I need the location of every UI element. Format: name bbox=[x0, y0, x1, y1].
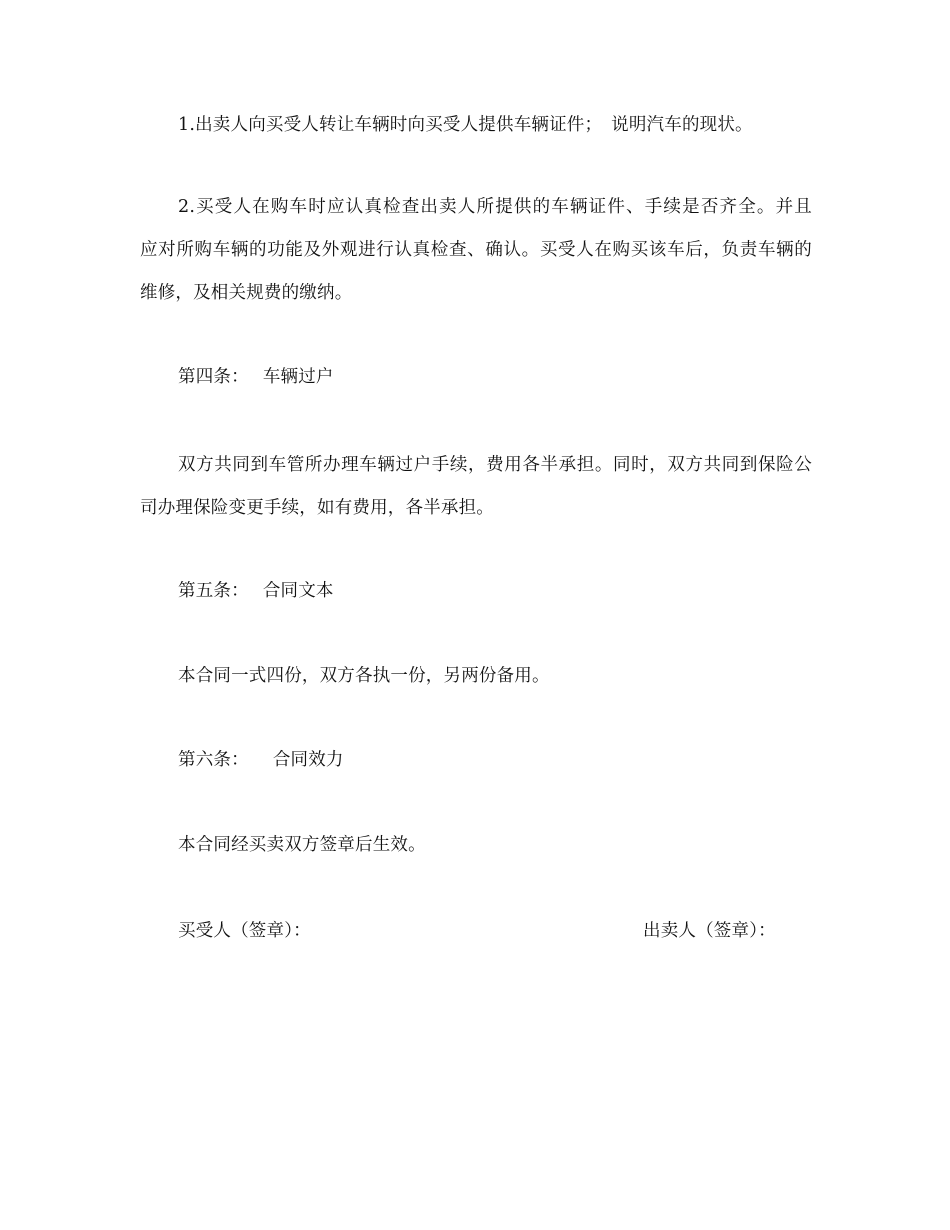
article-6-label: 第六条： bbox=[178, 750, 249, 770]
article-6-body: 本合同经买卖双方签章后生效。 bbox=[178, 835, 426, 855]
clause-item-2-line-1: 2.买受人在购车时应认真检查出卖人所提供的车辆证件、手续是否齐全。并且 bbox=[178, 197, 812, 217]
article-5-heading bbox=[178, 570, 812, 613]
article-6-title: 合同效力 bbox=[272, 750, 344, 770]
article-4-label: 第四条： bbox=[178, 367, 249, 387]
article-4-body-line-2: 司办理保险变更手续，如有费用，各半承担。 bbox=[140, 498, 494, 518]
clause-item-2-line-3: 维修，及相关规费的缴纳。 bbox=[140, 283, 353, 303]
article-4-body-line-1: 双方共同到车管所办理车辆过户手续，费用各半承担。同时，双方共同到保险公 bbox=[178, 455, 812, 475]
article-4-heading bbox=[178, 356, 812, 399]
article-5-title: 合同文本 bbox=[262, 581, 334, 601]
clause-item-2-line-2: 应对所购车辆的功能及外观进行认真检查、确认。买受人在购买该车后，负责车辆的 bbox=[140, 240, 812, 260]
seller-signature-label: 出卖人（签章）： bbox=[643, 921, 776, 941]
clause-item-1: 1.出卖人向买受人转让车辆时向买受人提供车辆证件； 说明汽车的现状。 bbox=[178, 115, 753, 135]
article-5-label: 第五条： bbox=[178, 581, 249, 601]
article-5-body: 本合同一式四份，双方各执一份，另两份备用。 bbox=[178, 666, 550, 686]
article-6-heading bbox=[178, 739, 812, 782]
buyer-signature-label: 买受人（签章）： bbox=[178, 921, 311, 941]
article-4-title: 车辆过户 bbox=[262, 367, 334, 387]
